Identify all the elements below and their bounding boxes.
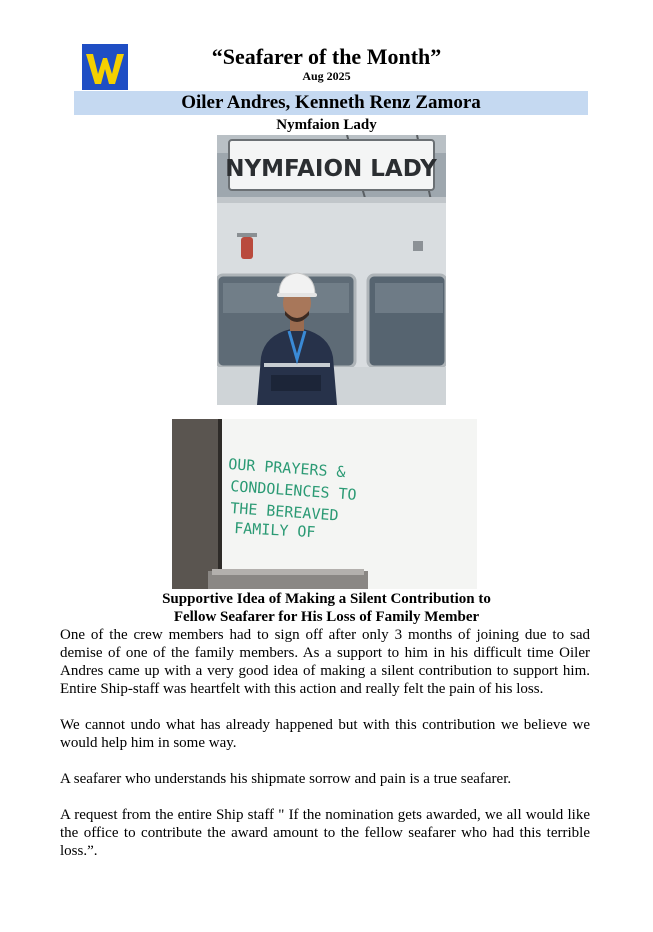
article-body xyxy=(60,626,590,860)
vessel-name: Nymfaion Lady xyxy=(276,117,377,133)
article-heading-line-1: Supportive Idea of Making a Silent Contribution to xyxy=(162,591,491,607)
article-paragraph: A request from the entire Ship staff " If the nomination gets awarded, we all would like the office to contribute the award amount to the fellow seafarer who had this terrible loss.”. xyxy=(60,807,590,859)
issue-date: Aug 2025 xyxy=(302,69,351,83)
whiteboard-photo xyxy=(172,419,477,589)
board-line-2: CONDOLENCES TO xyxy=(229,477,358,504)
article-paragraph: One of the crew members had to sign off after only 3 months of joining due to sad demise of one of the family members. As a support to him in his difficult time Oiler Andres came up with a very good idea of making a silent contribution to support him. Entire Ship-staff was heartfelt with this action and really felt the pain of his loss. xyxy=(60,627,590,697)
board-line-4: FAMILY OF xyxy=(233,519,316,542)
awardee-photo xyxy=(217,135,446,405)
awardee-name: Oiler Andres, Kenneth Renz Zamora xyxy=(181,92,481,113)
article-paragraph: We cannot undo what has already happened but with this contribution we believe we would help him in some way. xyxy=(60,717,590,751)
article-heading xyxy=(0,590,653,626)
ship-sign-text: NYMFAION LADY xyxy=(225,156,437,182)
awardee-name-bar xyxy=(74,91,588,115)
board-line-3: THE BEREAVED xyxy=(229,499,340,525)
article-heading-line-2: Fellow Seafarer for His Loss of Family Member xyxy=(173,609,480,625)
board-line-1: OUR PRAYERS & xyxy=(227,455,347,482)
article-paragraph: A seafarer who understands his shipmate sorrow and pain is a true seafarer. xyxy=(60,771,512,787)
page-title: “Seafarer of the Month” xyxy=(211,44,442,69)
